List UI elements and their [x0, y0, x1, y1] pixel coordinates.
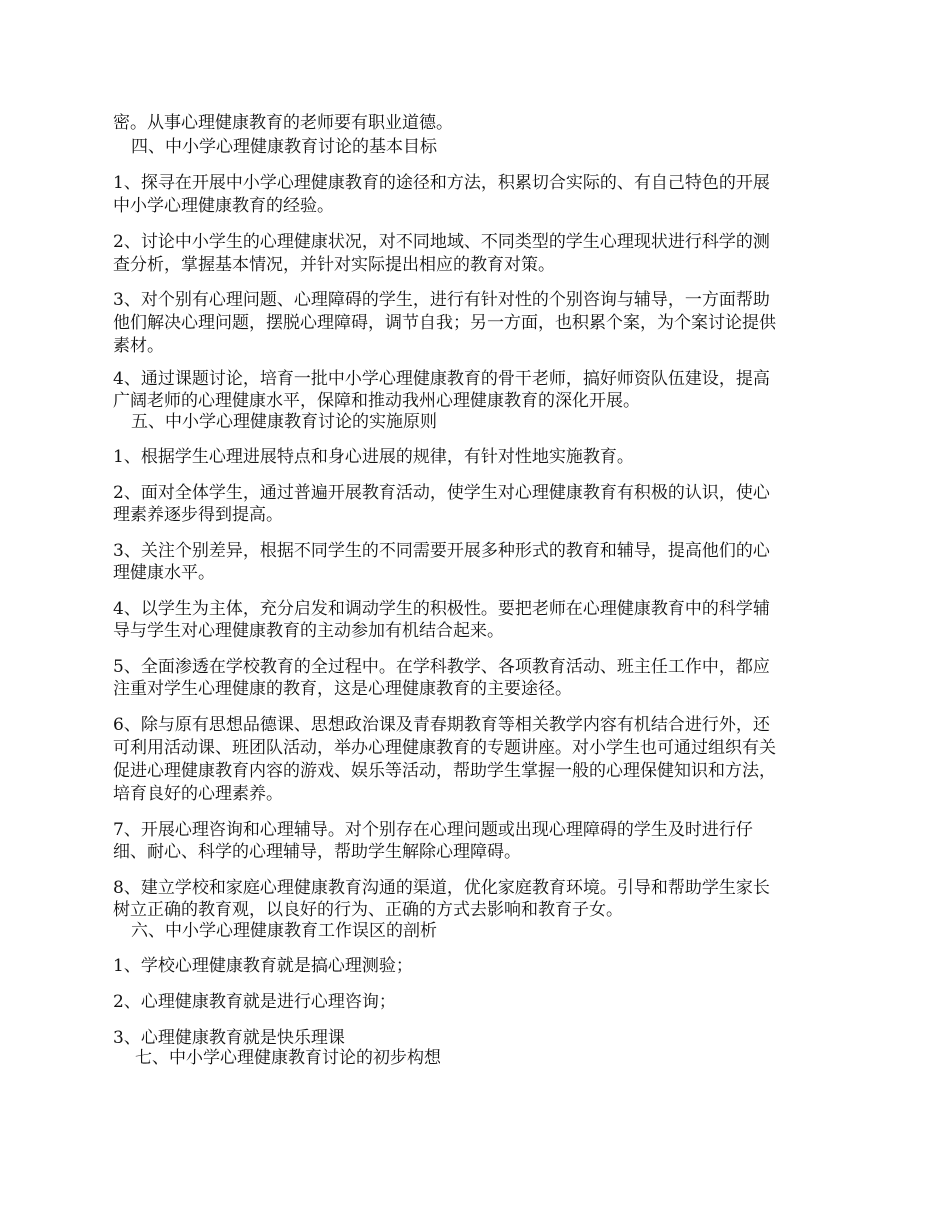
paragraph-line: 树立正确的教育观，以良好的行为、正确的方式去影响和教育子女。 [113, 900, 623, 920]
paragraph-line: 细、耐心、科学的心理辅导，帮助学生解除心理障碍。 [113, 842, 521, 862]
section-4-heading: 四、中小学心理健康教育讨论的基本目标 [131, 137, 437, 157]
paragraph-line: 4、以学生为主体，充分启发和调动学生的积极性。要把老师在心理健康教育中的科学辅 [113, 599, 770, 619]
paragraph-line: 2、讨论中小学生的心理健康状况，对不同地域、不同类型的学生心理现状进行科学的测 [113, 232, 770, 252]
paragraph-line: 注重对学生心理健康的教育，这是心理健康教育的主要途径。 [113, 679, 572, 699]
section-6-heading: 六、中小学心理健康教育工作误区的剖析 [131, 921, 437, 941]
opening-line: 密。从事心理健康教育的老师要有职业道德。 [113, 113, 453, 133]
paragraph-line: 1、根据学生心理进展特点和身心进展的规律，有针对性地实施教育。 [113, 447, 634, 467]
paragraph-line: 3、心理健康教育就是快乐理课 [113, 1028, 345, 1048]
paragraph-line: 导与学生对心理健康教育的主动参加有机结合起来。 [113, 621, 504, 641]
paragraph-line: 理素养逐步得到提高。 [113, 505, 283, 525]
paragraph-line: 2、心理健康教育就是进行心理咨询； [113, 992, 396, 1012]
paragraph-line: 6、除与原有思想品德课、思想政治课及青春期教育等相关教学内容有机结合进行外，还 [113, 715, 770, 735]
paragraph-line: 素材。 [113, 336, 164, 356]
paragraph-line: 培育良好的心理素养。 [113, 784, 283, 804]
paragraph-line: 7、开展心理咨询和心理辅导。对个别存在心理问题或出现心理障碍的学生及时进行仔 [113, 820, 753, 840]
paragraph-line: 3、对个别有心理问题、心理障碍的学生，进行有针对性的个别咨询与辅导，一方面帮助 [113, 290, 770, 310]
paragraph-line: 1、学校心理健康教育就是搞心理测验； [113, 956, 413, 976]
section-7-heading: 七、中小学心理健康教育讨论的初步构想 [135, 1048, 441, 1068]
paragraph-line: 可利用活动课、班团队活动，举办心理健康教育的专题讲座。对小学生也可通过组织有关 [113, 738, 776, 758]
paragraph-line: 4、通过课题讨论，培育一批中小学心理健康教育的骨干老师，搞好师资队伍建设，提高 [113, 369, 770, 389]
paragraph-line: 3、关注个别差异，根据不同学生的不同需要开展多种形式的教育和辅导，提高他们的心 [113, 541, 770, 561]
paragraph-line: 理健康水平。 [113, 563, 215, 583]
paragraph-line: 促进心理健康教育内容的游戏、娱乐等活动，帮助学生掌握一般的心理保健知识和方法， [113, 761, 776, 781]
paragraph-line: 查分析，掌握基本情况，并针对实际提出相应的教育对策。 [113, 255, 555, 275]
paragraph-line: 他们解决心理问题，摆脱心理障碍，调节自我；另一方面，也积累个案，为个案讨论提供 [113, 313, 776, 333]
paragraph-line: 5、全面渗透在学校教育的全过程中。在学科教学、各项教育活动、班主任工作中，都应 [113, 657, 770, 677]
paragraph-line: 广阔老师的心理健康水平，保障和推动我州心理健康教育的深化开展。 [113, 391, 640, 411]
paragraph-line: 8、建立学校和家庭心理健康教育沟通的渠道，优化家庭教育环境。引导和帮助学生家长 [113, 878, 770, 898]
paragraph-line: 中小学心理健康教育的经验。 [113, 196, 334, 216]
paragraph-line: 1、探寻在开展中小学心理健康教育的途径和方法，积累切合实际的、有自己特色的开展 [113, 173, 770, 193]
paragraph-line: 2、面对全体学生，通过普遍开展教育活动，使学生对心理健康教育有积极的认识，使心 [113, 483, 770, 503]
section-5-heading: 五、中小学心理健康教育讨论的实施原则 [131, 412, 437, 432]
